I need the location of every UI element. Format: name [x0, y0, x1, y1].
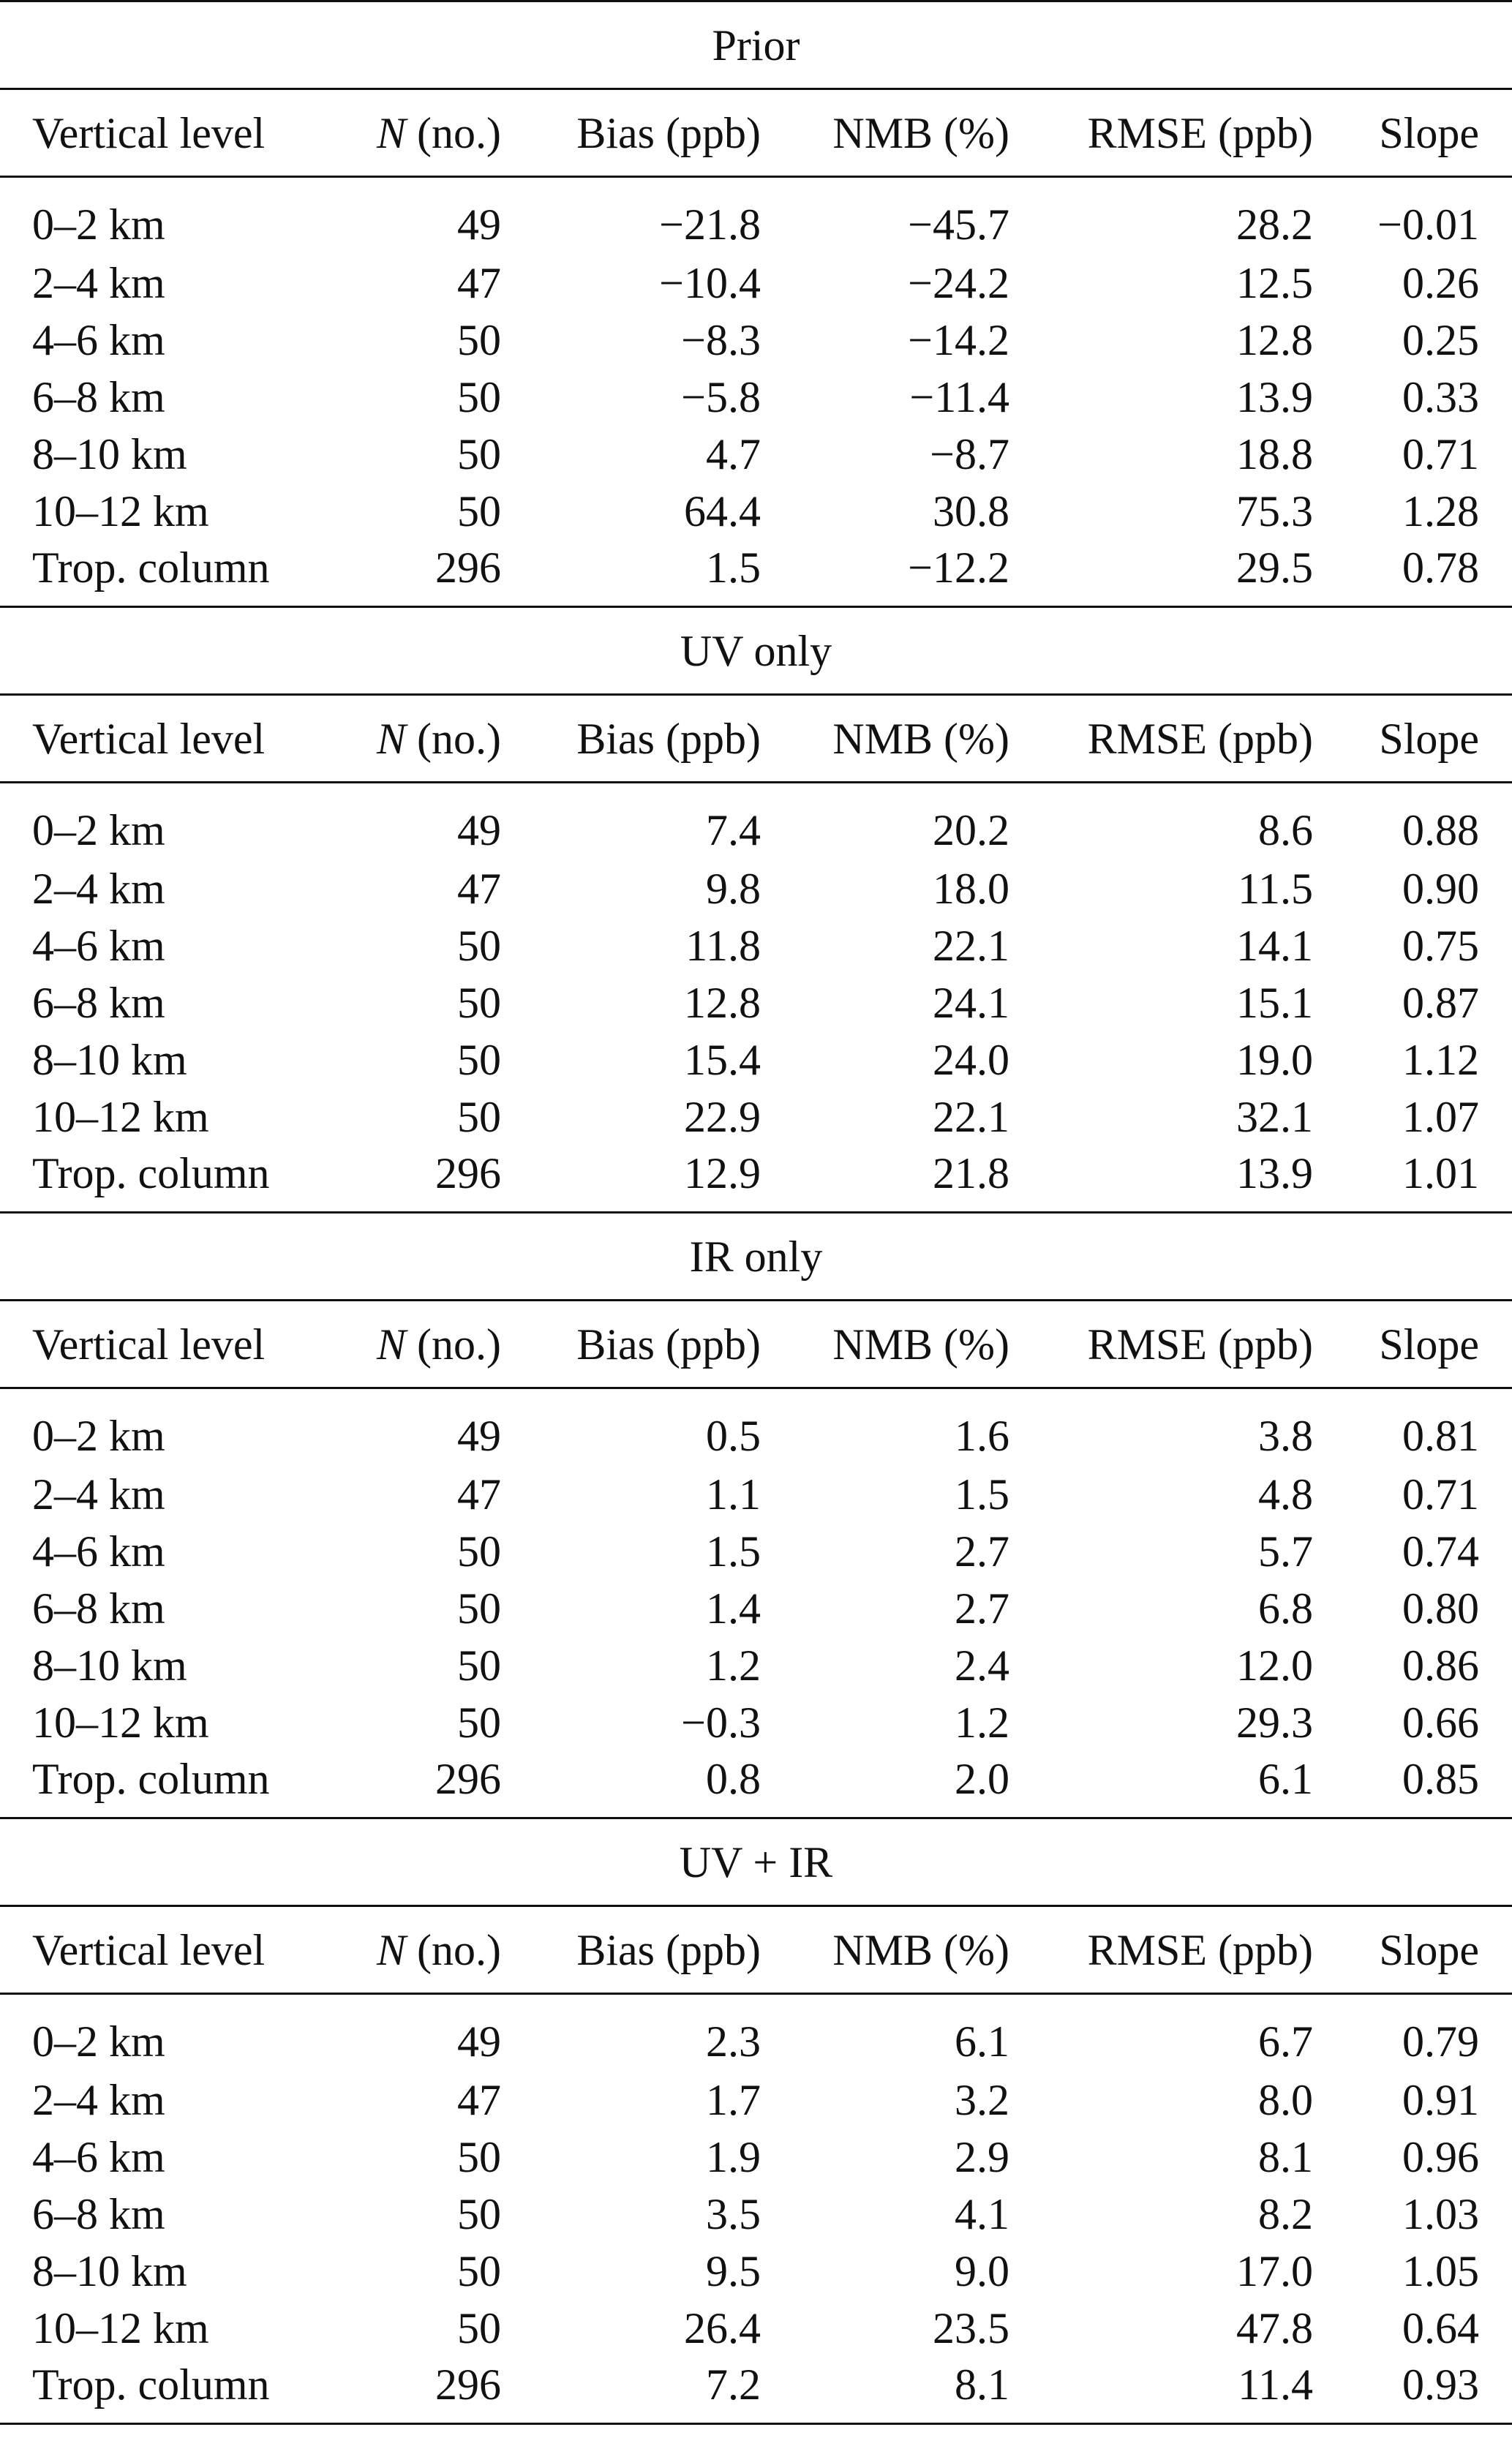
cell-slope: 1.07: [1402, 1092, 1479, 1141]
cell-slope: 0.96: [1402, 2132, 1479, 2181]
cell-n: 47: [457, 258, 501, 307]
table-row: [0, 917, 1512, 974]
cell-rmse: 4.8: [1258, 1470, 1313, 1519]
cell-vertical-level: 2–4 km: [32, 2075, 165, 2124]
cell-bias: 1.2: [706, 1641, 761, 1690]
header-bias: Bias (ppb): [501, 89, 761, 177]
cell-slope: 0.66: [1402, 1698, 1479, 1747]
table-row: [0, 974, 1512, 1031]
cell-nmb: −14.2: [908, 315, 1009, 364]
header-n-unit: (no.): [406, 1925, 501, 1974]
header-nmb: NMB (%): [761, 1301, 1009, 1388]
header-slope: Slope: [1313, 1906, 1512, 1994]
table-row: [0, 860, 1512, 917]
cell-nmb: 20.2: [933, 806, 1009, 855]
cell-rmse: 8.6: [1258, 806, 1313, 855]
cell-n: 50: [457, 2303, 501, 2352]
cell-nmb: 2.7: [955, 1584, 1009, 1633]
cell-bias: 0.5: [706, 1412, 761, 1461]
cell-slope: 0.75: [1402, 921, 1479, 970]
table-row: [0, 1580, 1512, 1637]
header-nmb: NMB (%): [761, 89, 1009, 177]
table-row: [0, 255, 1512, 312]
cell-bias: 12.9: [684, 1148, 761, 1197]
section-title-row: [0, 1213, 1512, 1301]
header-slope: Slope: [1313, 1301, 1512, 1388]
cell-rmse: 13.9: [1236, 1148, 1313, 1197]
cell-slope: 0.71: [1402, 429, 1479, 478]
cell-nmb: −45.7: [908, 200, 1009, 249]
cell-rmse: 3.8: [1258, 1412, 1313, 1461]
cell-rmse: 12.0: [1236, 1641, 1313, 1690]
cell-n: 296: [435, 2360, 501, 2409]
cell-bias: −5.8: [681, 372, 761, 421]
cell-n: 50: [457, 1641, 501, 1690]
cell-vertical-level: 2–4 km: [32, 1470, 165, 1519]
cell-rmse: 8.0: [1258, 2075, 1313, 2124]
table-row: [0, 540, 1512, 607]
table-row: [0, 177, 1512, 255]
cell-bias: 1.5: [706, 543, 761, 592]
table-row: [0, 783, 1512, 860]
cell-rmse: 5.7: [1258, 1527, 1313, 1576]
cell-vertical-level: 6–8 km: [32, 2189, 165, 2238]
cell-nmb: −24.2: [908, 258, 1009, 307]
cell-vertical-level: Trop. column: [32, 543, 270, 592]
cell-rmse: 11.5: [1238, 864, 1313, 913]
cell-slope: 0.80: [1402, 1584, 1479, 1633]
cell-n: 50: [457, 921, 501, 970]
cell-vertical-level: 6–8 km: [32, 372, 165, 421]
cell-rmse: 13.9: [1236, 372, 1313, 421]
cell-nmb: 2.7: [955, 1527, 1009, 1576]
cell-bias: 1.4: [706, 1584, 761, 1633]
cell-rmse: 75.3: [1236, 486, 1313, 535]
section-title-row: [0, 607, 1512, 695]
bottom-rule: [0, 2424, 1512, 2426]
header-rmse: RMSE (ppb): [1009, 89, 1313, 177]
cell-bias: 26.4: [684, 2303, 761, 2352]
cell-n: 50: [457, 2132, 501, 2181]
column-header-row: [0, 1301, 1512, 1388]
cell-slope: 0.79: [1402, 2017, 1479, 2066]
cell-bias: 7.4: [706, 806, 761, 855]
cell-bias: 1.9: [706, 2132, 761, 2181]
cell-bias: 2.3: [706, 2017, 761, 2066]
cell-vertical-level: 0–2 km: [32, 2017, 165, 2066]
cell-n: 50: [457, 1527, 501, 1576]
cell-bias: 0.8: [706, 1754, 761, 1803]
column-header-row: [0, 1906, 1512, 1994]
header-vertical-level: Vertical level: [0, 1301, 322, 1388]
table-row: [0, 2129, 1512, 2186]
cell-vertical-level: 4–6 km: [32, 921, 165, 970]
table-body: [0, 1, 1512, 2426]
table-row: [0, 2300, 1512, 2357]
cell-rmse: 15.1: [1236, 978, 1313, 1027]
cell-bias: −8.3: [681, 315, 761, 364]
cell-n: 50: [457, 1698, 501, 1747]
table-row: [0, 1694, 1512, 1751]
header-n-symbol: N: [377, 1320, 407, 1369]
cell-slope: 0.25: [1402, 315, 1479, 364]
cell-bias: 7.2: [706, 2360, 761, 2409]
cell-nmb: 30.8: [933, 486, 1009, 535]
cell-slope: 0.91: [1402, 2075, 1479, 2124]
table-row: [0, 312, 1512, 369]
cell-slope: 0.26: [1402, 258, 1479, 307]
cell-bias: 4.7: [706, 429, 761, 478]
cell-nmb: 2.4: [955, 1641, 1009, 1690]
header-vertical-level: Vertical level: [0, 695, 322, 783]
cell-rmse: 14.1: [1236, 921, 1313, 970]
cell-vertical-level: 0–2 km: [32, 1412, 165, 1461]
cell-n: 50: [457, 978, 501, 1027]
cell-rmse: 6.8: [1258, 1584, 1313, 1633]
cell-slope: 0.86: [1402, 1641, 1479, 1690]
cell-vertical-level: 4–6 km: [32, 315, 165, 364]
cell-vertical-level: 2–4 km: [32, 258, 165, 307]
cell-vertical-level: 0–2 km: [32, 806, 165, 855]
cell-slope: 1.01: [1402, 1148, 1479, 1197]
cell-n: 50: [457, 1584, 501, 1633]
cell-rmse: 18.8: [1236, 429, 1313, 478]
cell-nmb: 6.1: [955, 2017, 1009, 2066]
cell-nmb: 24.1: [933, 978, 1009, 1027]
header-n-unit: (no.): [406, 108, 501, 157]
cell-rmse: 12.8: [1236, 315, 1313, 364]
cell-vertical-level: 8–10 km: [32, 2246, 187, 2295]
table-row: [0, 1523, 1512, 1580]
cell-n: 50: [457, 315, 501, 364]
cell-rmse: 29.3: [1236, 1698, 1313, 1747]
cell-slope: 0.81: [1402, 1412, 1479, 1461]
header-slope: Slope: [1313, 695, 1512, 783]
cell-slope: 0.78: [1402, 543, 1479, 592]
section-title-row: [0, 1818, 1512, 1906]
table-row: [0, 1994, 1512, 2072]
cell-n: 49: [457, 1412, 501, 1461]
cell-slope: 0.90: [1402, 864, 1479, 913]
table-row: [0, 2243, 1512, 2300]
table-row: [0, 1031, 1512, 1088]
cell-slope: 0.33: [1402, 372, 1479, 421]
cell-rmse: 11.4: [1238, 2360, 1313, 2409]
cell-bias: −21.8: [659, 200, 761, 249]
header-n-unit: (no.): [406, 714, 501, 763]
cell-vertical-level: 10–12 km: [32, 2303, 209, 2352]
cell-bias: 11.8: [685, 921, 761, 970]
cell-slope: 0.93: [1402, 2360, 1479, 2409]
cell-nmb: 21.8: [933, 1148, 1009, 1197]
cell-rmse: 12.5: [1236, 258, 1313, 307]
header-n-unit: (no.): [406, 1320, 501, 1369]
cell-n: 50: [457, 1035, 501, 1084]
cell-nmb: 24.0: [933, 1035, 1009, 1084]
cell-nmb: 22.1: [933, 921, 1009, 970]
cell-n: 50: [457, 372, 501, 421]
cell-rmse: 29.5: [1236, 543, 1313, 592]
header-vertical-level: Vertical level: [0, 89, 322, 177]
table-row: [0, 2357, 1512, 2424]
cell-vertical-level: 8–10 km: [32, 1035, 187, 1084]
cell-bias: 22.9: [684, 1092, 761, 1141]
cell-n: 50: [457, 2189, 501, 2238]
header-n: [322, 1906, 501, 1994]
cell-bias: 1.5: [706, 1527, 761, 1576]
cell-bias: 1.1: [706, 1470, 761, 1519]
header-nmb: NMB (%): [761, 695, 1009, 783]
cell-n: 49: [457, 806, 501, 855]
cell-vertical-level: 10–12 km: [32, 1092, 209, 1141]
cell-nmb: 3.2: [955, 2075, 1009, 2124]
cell-nmb: 8.1: [955, 2360, 1009, 2409]
cell-rmse: 8.2: [1258, 2189, 1313, 2238]
cell-nmb: 1.2: [955, 1698, 1009, 1747]
cell-rmse: 32.1: [1236, 1092, 1313, 1141]
cell-rmse: 6.1: [1258, 1754, 1313, 1803]
table-row: [0, 1751, 1512, 1818]
header-rmse: RMSE (ppb): [1009, 1301, 1313, 1388]
header-rmse: RMSE (ppb): [1009, 1906, 1313, 1994]
cell-bias: 9.8: [706, 864, 761, 913]
cell-vertical-level: 8–10 km: [32, 1641, 187, 1690]
column-header-row: [0, 695, 1512, 783]
section-title: UV only: [0, 607, 1512, 695]
cell-bias: 9.5: [706, 2246, 761, 2295]
cell-vertical-level: Trop. column: [32, 1148, 270, 1197]
column-header-row: [0, 89, 1512, 177]
cell-slope: −0.01: [1377, 200, 1479, 249]
cell-n: 50: [457, 2246, 501, 2295]
cell-n: 296: [435, 543, 501, 592]
table-row: [0, 483, 1512, 540]
cell-slope: 1.05: [1402, 2246, 1479, 2295]
cell-nmb: 1.6: [955, 1412, 1009, 1461]
header-bias: Bias (ppb): [501, 1906, 761, 1994]
cell-n: 296: [435, 1148, 501, 1197]
cell-slope: 0.85: [1402, 1754, 1479, 1803]
cell-slope: 0.71: [1402, 1470, 1479, 1519]
cell-rmse: 28.2: [1236, 200, 1313, 249]
cell-n: 47: [457, 1470, 501, 1519]
table-row: [0, 1466, 1512, 1523]
section-title: UV + IR: [0, 1818, 1512, 1906]
cell-vertical-level: 4–6 km: [32, 2132, 165, 2181]
cell-nmb: 2.0: [955, 1754, 1009, 1803]
cell-n: 50: [457, 429, 501, 478]
cell-bias: 1.7: [706, 2075, 761, 2124]
cell-n: 47: [457, 2075, 501, 2124]
header-n: [322, 1301, 501, 1388]
cell-slope: 0.64: [1402, 2303, 1479, 2352]
cell-bias: 15.4: [684, 1035, 761, 1084]
header-slope: Slope: [1313, 89, 1512, 177]
header-n-symbol: N: [377, 108, 407, 157]
cell-vertical-level: 6–8 km: [32, 1584, 165, 1633]
cell-nmb: −11.4: [909, 372, 1009, 421]
cell-n: 50: [457, 1092, 501, 1141]
cell-nmb: 4.1: [955, 2189, 1009, 2238]
cell-rmse: 47.8: [1236, 2303, 1313, 2352]
cell-vertical-level: Trop. column: [32, 2360, 270, 2409]
cell-slope: 1.12: [1402, 1035, 1479, 1084]
table-row: [0, 2072, 1512, 2129]
cell-rmse: 17.0: [1236, 2246, 1313, 2295]
cell-vertical-level: Trop. column: [32, 1754, 270, 1803]
header-rmse: RMSE (ppb): [1009, 695, 1313, 783]
cell-n: 47: [457, 864, 501, 913]
cell-nmb: 2.9: [955, 2132, 1009, 2181]
cell-n: 49: [457, 200, 501, 249]
cell-slope: 1.03: [1402, 2189, 1479, 2238]
header-n-symbol: N: [377, 1925, 407, 1974]
cell-vertical-level: 2–4 km: [32, 864, 165, 913]
cell-nmb: 22.1: [933, 1092, 1009, 1141]
cell-n: 50: [457, 486, 501, 535]
cell-nmb: 23.5: [933, 2303, 1009, 2352]
bottom-rule-cell: [0, 2424, 1512, 2426]
header-n-symbol: N: [377, 714, 407, 763]
cell-slope: 0.74: [1402, 1527, 1479, 1576]
cell-rmse: 8.1: [1258, 2132, 1313, 2181]
header-n: [322, 695, 501, 783]
cell-rmse: 6.7: [1258, 2017, 1313, 2066]
cell-rmse: 19.0: [1236, 1035, 1313, 1084]
section-title-row: [0, 1, 1512, 89]
cell-slope: 1.28: [1402, 486, 1479, 535]
cell-vertical-level: 10–12 km: [32, 1698, 209, 1747]
table-row: [0, 1637, 1512, 1694]
cell-slope: 0.88: [1402, 806, 1479, 855]
cell-bias: −10.4: [659, 258, 761, 307]
cell-n: 296: [435, 1754, 501, 1803]
header-vertical-level: Vertical level: [0, 1906, 322, 1994]
cell-nmb: 1.5: [955, 1470, 1009, 1519]
cell-vertical-level: 10–12 km: [32, 486, 209, 535]
cell-bias: −0.3: [681, 1698, 761, 1747]
cell-bias: 3.5: [706, 2189, 761, 2238]
table-row: [0, 2186, 1512, 2243]
cell-slope: 0.87: [1402, 978, 1479, 1027]
cell-bias: 64.4: [684, 486, 761, 535]
cell-nmb: −12.2: [908, 543, 1009, 592]
table-row: [0, 1388, 1512, 1466]
header-bias: Bias (ppb): [501, 1301, 761, 1388]
header-bias: Bias (ppb): [501, 695, 761, 783]
table-row: [0, 426, 1512, 483]
cell-bias: 12.8: [684, 978, 761, 1027]
cell-nmb: −8.7: [930, 429, 1009, 478]
cell-vertical-level: 4–6 km: [32, 1527, 165, 1576]
table-row: [0, 369, 1512, 426]
cell-vertical-level: 6–8 km: [32, 978, 165, 1027]
cell-n: 49: [457, 2017, 501, 2066]
cell-nmb: 9.0: [955, 2246, 1009, 2295]
table-row: [0, 1145, 1512, 1213]
cell-vertical-level: 8–10 km: [32, 429, 187, 478]
section-title: Prior: [0, 1, 1512, 89]
cell-vertical-level: 0–2 km: [32, 200, 165, 249]
header-n: [322, 89, 501, 177]
cell-nmb: 18.0: [933, 864, 1009, 913]
table-row: [0, 1088, 1512, 1145]
section-title: IR only: [0, 1213, 1512, 1301]
header-nmb: NMB (%): [761, 1906, 1009, 1994]
